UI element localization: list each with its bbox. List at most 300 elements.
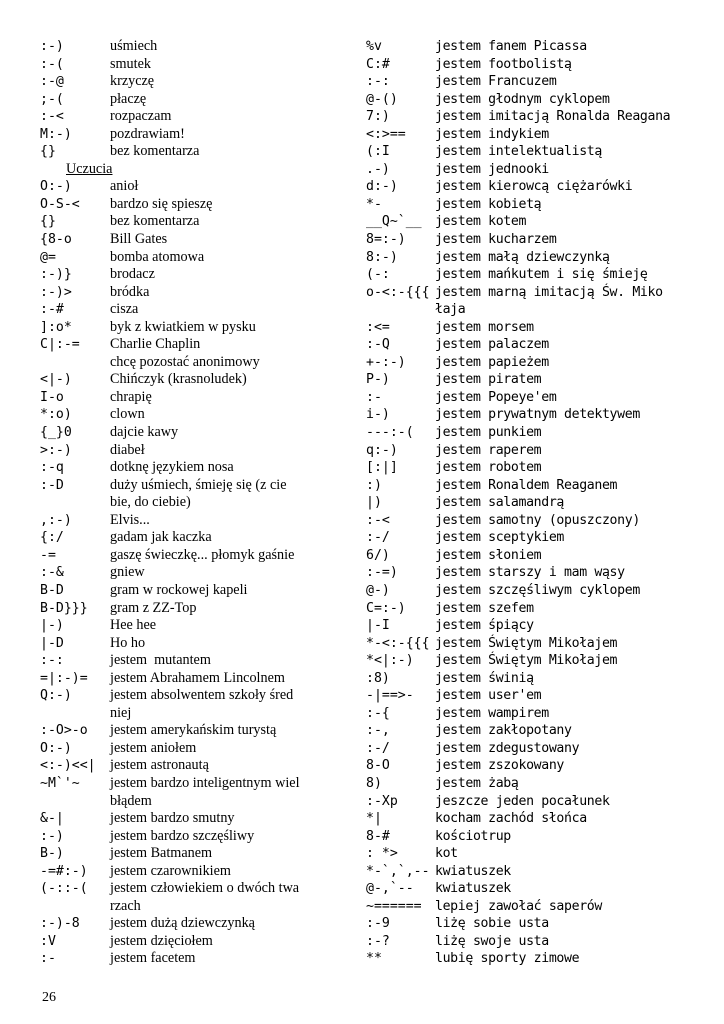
emoticon-meaning: jestem Francuzem bbox=[435, 74, 557, 90]
emoticon-meaning: jestem szczęśliwym cyklopem bbox=[435, 582, 640, 598]
emoticon-code: :- bbox=[366, 389, 382, 405]
emoticon-entry bbox=[40, 143, 360, 161]
emoticon-entry bbox=[366, 91, 696, 109]
emoticon-meaning: Ho ho bbox=[110, 634, 146, 651]
emoticon-meaning: jestem dużą dziewczynką bbox=[110, 915, 255, 932]
emoticon-code: O-S-< bbox=[40, 196, 80, 212]
emoticon-entry bbox=[366, 722, 696, 740]
emoticon-code: :-: bbox=[40, 653, 64, 669]
emoticon-entry bbox=[40, 547, 360, 565]
emoticon-code: @-) bbox=[366, 582, 390, 598]
emoticon-meaning: kwiatuszek bbox=[435, 881, 511, 897]
emoticon-entry bbox=[40, 389, 360, 407]
emoticon-entry bbox=[366, 740, 696, 758]
emoticon-code: M:-) bbox=[40, 126, 72, 142]
emoticon-entry bbox=[40, 828, 360, 846]
emoticon-entry bbox=[40, 582, 360, 600]
emoticon-entry bbox=[366, 371, 696, 389]
emoticon-meaning: duży uśmiech, śmieję się (z cie bbox=[110, 476, 287, 493]
emoticon-entry bbox=[366, 915, 696, 933]
emoticon-entry bbox=[40, 635, 360, 653]
emoticon-code: :-) bbox=[40, 828, 64, 844]
emoticon-meaning: jestem papieżem bbox=[435, 354, 549, 370]
emoticon-entry bbox=[40, 442, 360, 460]
emoticon-meaning: jestem świnią bbox=[435, 670, 534, 686]
emoticon-meaning: gaszę świeczkę... płomyk gaśnie bbox=[110, 546, 295, 563]
emoticon-code: :-)} bbox=[40, 267, 72, 283]
emoticon-meaning: liżę swoje usta bbox=[435, 933, 549, 949]
emoticon-entry bbox=[40, 196, 360, 214]
emoticon-code: B-D}}} bbox=[40, 600, 88, 616]
emoticon-entry bbox=[40, 670, 360, 688]
emoticon-entry bbox=[366, 196, 696, 214]
emoticon-meaning: jestem Popeye'em bbox=[435, 389, 557, 405]
emoticon-meaning: jestem prywatnym detektywem bbox=[435, 407, 640, 423]
emoticon-entry bbox=[40, 178, 360, 196]
emoticon-entry bbox=[40, 284, 360, 302]
emoticon-entry bbox=[366, 424, 696, 442]
emoticon-meaning: niej bbox=[110, 704, 132, 721]
emoticon-code: :- bbox=[40, 951, 56, 967]
emoticon-meaning: jestem indykiem bbox=[435, 126, 549, 142]
emoticon-code bbox=[40, 793, 110, 811]
emoticon-code: (-: bbox=[366, 267, 390, 283]
emoticon-code bbox=[40, 705, 110, 723]
emoticon-entry bbox=[40, 863, 360, 881]
emoticon-code: *| bbox=[366, 811, 382, 827]
emoticon-entry bbox=[366, 249, 696, 267]
emoticon-meaning: jestem imitacją Ronalda Reagana bbox=[435, 109, 671, 125]
emoticon-code: &-| bbox=[40, 811, 64, 827]
emoticon-entry bbox=[40, 406, 360, 424]
emoticon-meaning: uśmiech bbox=[110, 38, 158, 54]
emoticon-meaning: brodacz bbox=[110, 266, 155, 283]
emoticon-meaning: jeszcze jeden pocałunek bbox=[435, 793, 610, 809]
emoticon-code: 8-# bbox=[366, 828, 390, 844]
emoticon-entry bbox=[366, 354, 696, 372]
emoticon-code: O:-) bbox=[40, 179, 72, 195]
emoticon-meaning: jestem Batmanem bbox=[110, 845, 213, 862]
emoticon-code: d:-) bbox=[366, 179, 398, 195]
emoticon-entry bbox=[366, 582, 696, 600]
emoticon-meaning: dajcie kawy bbox=[110, 424, 179, 441]
emoticon-entry bbox=[40, 793, 360, 811]
emoticon-code: :-? bbox=[366, 933, 390, 949]
emoticon-meaning: łaja bbox=[435, 302, 466, 318]
emoticon-code: 7:) bbox=[366, 109, 390, 125]
emoticon-meaning: smutek bbox=[110, 55, 151, 72]
emoticon-meaning: liżę sobie usta bbox=[435, 916, 549, 932]
emoticon-entry bbox=[366, 459, 696, 477]
emoticon-entry bbox=[366, 828, 696, 846]
emoticon-meaning: jestem starszy i mam wąsy bbox=[435, 565, 625, 581]
emoticon-meaning: Charlie Chaplin bbox=[110, 336, 201, 353]
emoticon-meaning: kościotrup bbox=[435, 828, 511, 844]
emoticon-code: :-/ bbox=[366, 530, 390, 546]
emoticon-code: ;-( bbox=[40, 91, 64, 107]
emoticon-code: :-< bbox=[40, 109, 64, 125]
emoticon-code: O:-) bbox=[40, 740, 72, 756]
emoticon-code: <|-) bbox=[40, 372, 72, 388]
emoticon-code: :-Xp bbox=[366, 793, 398, 809]
emoticon-entry bbox=[40, 91, 360, 109]
emoticon-meaning: jestem śpiący bbox=[435, 618, 534, 634]
emoticon-code: (:I bbox=[366, 144, 390, 160]
emoticon-code: %v bbox=[366, 39, 382, 54]
emoticon-meaning: jestem salamandrą bbox=[435, 495, 565, 511]
emoticon-meaning: jestem Świętym Mikołajem bbox=[435, 653, 618, 669]
emoticon-entry bbox=[366, 389, 696, 407]
emoticon-entry bbox=[366, 126, 696, 144]
emoticon-meaning: jestem amerykańskim turystą bbox=[110, 722, 277, 739]
emoticon-code: :-@ bbox=[40, 74, 64, 90]
emoticon-entry bbox=[366, 161, 696, 179]
emoticon-code bbox=[40, 354, 110, 372]
emoticon-meaning: jestem samotny (opuszczony) bbox=[435, 512, 640, 528]
emoticon-meaning: jestem człowiekiem o dwóch twa bbox=[110, 880, 300, 897]
emoticon-entry bbox=[366, 319, 696, 337]
section-heading bbox=[40, 161, 360, 179]
emoticon-meaning: bardzo się spieszę bbox=[110, 195, 213, 212]
emoticon-code: :-: bbox=[366, 74, 390, 90]
emoticon-meaning: bomba atomowa bbox=[110, 248, 205, 265]
emoticon-entry bbox=[366, 143, 696, 161]
emoticon-code: ~====== bbox=[366, 898, 422, 914]
emoticon-code: -|==>- bbox=[366, 688, 414, 704]
emoticon-code: :-)> bbox=[40, 284, 72, 300]
emoticon-code: @-() bbox=[366, 91, 398, 107]
emoticon-entry bbox=[40, 512, 360, 530]
emoticon-meaning: chrapię bbox=[110, 388, 152, 405]
emoticon-code: :-{ bbox=[366, 705, 390, 721]
emoticon-code: C|:-= bbox=[40, 337, 80, 353]
emoticon-meaning: błądem bbox=[110, 792, 152, 809]
emoticon-code: *<|:-) bbox=[366, 653, 414, 669]
emoticon-entry bbox=[366, 442, 696, 460]
emoticon-entry bbox=[366, 38, 696, 56]
emoticon-meaning: jestem marną imitacją Św. Miko bbox=[435, 284, 663, 300]
emoticon-meaning: jestem Ronaldem Reaganem bbox=[435, 477, 618, 493]
emoticon-entry bbox=[366, 56, 696, 74]
emoticon-entry bbox=[40, 126, 360, 144]
emoticon-entry bbox=[40, 845, 360, 863]
emoticon-meaning: Chińczyk (krasnoludek) bbox=[110, 371, 247, 388]
emoticon-code: :-=) bbox=[366, 565, 398, 581]
emoticon-meaning: jestem dzięciołem bbox=[110, 932, 213, 949]
emoticon-entry bbox=[40, 898, 360, 916]
emoticon-entry bbox=[40, 494, 360, 512]
emoticon-entry bbox=[366, 512, 696, 530]
emoticon-meaning: dotknę językiem nosa bbox=[110, 459, 234, 476]
emoticon-meaning: jestem zakłopotany bbox=[435, 723, 572, 739]
emoticon-code: *- bbox=[366, 196, 382, 212]
emoticon-code: >:-) bbox=[40, 442, 72, 458]
emoticon-meaning: rzach bbox=[110, 897, 141, 914]
emoticon-meaning: jestem punkiem bbox=[435, 425, 542, 441]
emoticon-meaning: jestem absolwentem szkoły śred bbox=[110, 687, 294, 704]
emoticon-meaning: jestem fanem Picassa bbox=[435, 39, 587, 54]
emoticon-code: *:o) bbox=[40, 407, 72, 423]
emoticon-entry bbox=[40, 687, 360, 705]
emoticon-code: P-) bbox=[366, 372, 390, 388]
emoticon-meaning: jestem robotem bbox=[435, 460, 542, 476]
emoticon-meaning: jestem zdegustowany bbox=[435, 740, 580, 756]
emoticon-code: (-::-( bbox=[40, 881, 88, 897]
emoticon-code: {} bbox=[40, 214, 56, 230]
emoticon-meaning: Hee hee bbox=[110, 617, 157, 634]
emoticon-entry bbox=[366, 757, 696, 775]
emoticon-entry bbox=[40, 38, 360, 56]
emoticon-code: __Q~`__ bbox=[366, 214, 422, 230]
emoticon-meaning: jestem małą dziewczynką bbox=[435, 249, 610, 265]
emoticon-meaning: jestem mutantem bbox=[110, 652, 211, 669]
emoticon-entry bbox=[40, 705, 360, 723]
emoticon-code: [:|] bbox=[366, 460, 398, 476]
emoticon-code: :V bbox=[40, 933, 56, 949]
emoticon-meaning: rozpaczam bbox=[110, 108, 172, 125]
emoticon-code: {8-o bbox=[40, 232, 72, 248]
emoticon-meaning: jestem czarownikiem bbox=[110, 862, 231, 879]
emoticon-code: I-o bbox=[40, 389, 64, 405]
emoticon-entry bbox=[366, 231, 696, 249]
emoticon-code: {} bbox=[40, 144, 56, 160]
emoticon-entry bbox=[366, 477, 696, 495]
emoticon-meaning: jestem słoniem bbox=[435, 547, 542, 563]
emoticon-entry bbox=[40, 652, 360, 670]
emoticon-entry bbox=[40, 266, 360, 284]
section-heading-label: Uczucia bbox=[66, 160, 113, 177]
emoticon-code: *-<:-{{{ bbox=[366, 635, 430, 651]
emoticon-entry bbox=[366, 670, 696, 688]
emoticon-code: :-, bbox=[366, 723, 390, 739]
emoticon-code: @= bbox=[40, 249, 56, 265]
emoticon-entry bbox=[40, 73, 360, 91]
emoticon-code: .-) bbox=[366, 161, 390, 177]
emoticon-entry bbox=[40, 319, 360, 337]
emoticon-code: 8:-) bbox=[366, 249, 398, 265]
emoticon-meaning: kot bbox=[435, 846, 458, 862]
emoticon-entry bbox=[366, 494, 696, 512]
emoticon-meaning: jestem jednooki bbox=[435, 161, 549, 177]
emoticon-meaning: kwiatuszek bbox=[435, 863, 511, 879]
emoticon-code: :<= bbox=[366, 319, 390, 335]
emoticon-meaning: jestem morsem bbox=[435, 319, 534, 335]
emoticon-entry bbox=[366, 178, 696, 196]
emoticon-code: <:-)<<| bbox=[40, 758, 96, 774]
emoticon-entry bbox=[366, 863, 696, 881]
emoticon-entry bbox=[40, 722, 360, 740]
emoticon-entry bbox=[366, 705, 696, 723]
emoticon-meaning: Elvis... bbox=[110, 511, 150, 528]
emoticon-meaning: jestem kotem bbox=[435, 214, 527, 230]
emoticon-code: C:# bbox=[366, 56, 390, 72]
emoticon-meaning: jestem mańkutem i się śmieję bbox=[435, 267, 648, 283]
emoticon-meaning: chcę pozostać anonimowy bbox=[110, 353, 260, 370]
emoticon-entry bbox=[40, 459, 360, 477]
emoticon-entry bbox=[40, 933, 360, 951]
emoticon-meaning: bródka bbox=[110, 283, 150, 300]
emoticon-entry bbox=[366, 810, 696, 828]
emoticon-meaning: jestem kucharzem bbox=[435, 232, 557, 248]
emoticon-code: 8-O bbox=[366, 758, 390, 774]
emoticon-meaning: jestem astronautą bbox=[110, 757, 209, 774]
emoticon-code: ** bbox=[366, 951, 382, 967]
emoticon-entry bbox=[366, 600, 696, 618]
emoticon-entry bbox=[366, 933, 696, 951]
emoticon-code: q:-) bbox=[366, 442, 398, 458]
emoticon-meaning: jestem facetem bbox=[110, 950, 196, 967]
emoticon-code: :8) bbox=[366, 670, 390, 686]
emoticon-entry bbox=[366, 775, 696, 793]
emoticon-code: :-)-8 bbox=[40, 916, 80, 932]
emoticon-entry bbox=[366, 213, 696, 231]
emoticon-entry bbox=[366, 564, 696, 582]
emoticon-meaning: jestem Abrahamem Lincolnem bbox=[110, 669, 285, 686]
emoticon-entry bbox=[40, 424, 360, 442]
emoticon-meaning: gniew bbox=[110, 564, 145, 581]
emoticon-code: : *> bbox=[366, 846, 398, 862]
emoticon-code: <:>== bbox=[366, 126, 406, 142]
emoticon-entry bbox=[40, 354, 360, 372]
emoticon-code: i-) bbox=[366, 407, 390, 423]
emoticon-code: 8=:-) bbox=[366, 232, 406, 248]
emoticon-meaning: lepiej zawołać saperów bbox=[435, 898, 602, 914]
emoticon-entry bbox=[366, 793, 696, 811]
emoticon-meaning: cisza bbox=[110, 301, 139, 318]
emoticon-meaning: jestem kobietą bbox=[435, 196, 542, 212]
emoticon-entry bbox=[366, 266, 696, 284]
emoticon-code: -= bbox=[40, 547, 56, 563]
emoticon-entry bbox=[40, 231, 360, 249]
emoticon-entry bbox=[40, 775, 360, 793]
emoticon-meaning: jestem bardzo smutny bbox=[110, 810, 235, 827]
emoticon-code: :-< bbox=[366, 512, 390, 528]
emoticon-meaning: krzyczę bbox=[110, 73, 155, 90]
emoticon-entry bbox=[366, 73, 696, 91]
emoticon-meaning: jestem zszokowany bbox=[435, 758, 565, 774]
emoticon-meaning: jestem szefem bbox=[435, 600, 534, 616]
right-column bbox=[366, 38, 696, 968]
emoticon-code: |-) bbox=[40, 618, 64, 634]
emoticon-entry bbox=[366, 652, 696, 670]
left-column bbox=[40, 38, 360, 968]
emoticon-code: Q:-) bbox=[40, 688, 72, 704]
emoticon-entry bbox=[366, 547, 696, 565]
emoticon-code: B-D bbox=[40, 582, 64, 598]
emoticon-meaning: jestem bardzo szczęśliwy bbox=[110, 827, 255, 844]
emoticon-meaning: jestem Świętym Mikołajem bbox=[435, 635, 618, 651]
emoticon-meaning: diabeł bbox=[110, 441, 145, 458]
emoticon-code: |-D bbox=[40, 635, 64, 651]
emoticon-code bbox=[40, 898, 110, 916]
emoticon-meaning: jestem raperem bbox=[435, 442, 542, 458]
emoticon-meaning: bez komentarza bbox=[110, 143, 200, 160]
emoticon-meaning: jestem bardzo inteligentnym wiel bbox=[110, 774, 300, 791]
emoticon-entry bbox=[40, 529, 360, 547]
emoticon-meaning: byk z kwiatkiem w pysku bbox=[110, 318, 256, 335]
emoticon-meaning: clown bbox=[110, 406, 145, 423]
emoticon-entry bbox=[40, 757, 360, 775]
emoticon-entry bbox=[40, 740, 360, 758]
page-number: 26 bbox=[42, 990, 56, 1005]
emoticon-entry bbox=[40, 915, 360, 933]
emoticon-entry bbox=[366, 301, 696, 319]
emoticon-code bbox=[40, 494, 110, 512]
emoticon-meaning: jestem kierowcą ciężarówki bbox=[435, 179, 633, 195]
emoticon-meaning: jestem aniołem bbox=[110, 739, 197, 756]
emoticon-code: :-# bbox=[40, 302, 64, 318]
emoticon-entry bbox=[366, 635, 696, 653]
emoticon-entry bbox=[40, 880, 360, 898]
emoticon-meaning: bie, do ciebie) bbox=[110, 494, 191, 511]
emoticon-entry bbox=[40, 477, 360, 495]
emoticon-code: *-`,`,-- bbox=[366, 863, 430, 879]
emoticon-entry bbox=[366, 108, 696, 126]
emoticon-code: C=:-) bbox=[366, 600, 406, 616]
emoticon-code: ,:-) bbox=[40, 512, 72, 528]
emoticon-code: :-) bbox=[40, 39, 64, 54]
emoticon-meaning: jestem footbolistą bbox=[435, 56, 572, 72]
emoticon-meaning: anioł bbox=[110, 178, 139, 195]
emoticon-entry bbox=[366, 617, 696, 635]
emoticon-entry bbox=[40, 810, 360, 828]
emoticon-entry bbox=[40, 108, 360, 126]
emoticon-code: {_}0 bbox=[40, 425, 72, 441]
emoticon-meaning: lubię sporty zimowe bbox=[435, 951, 580, 967]
emoticon-code: ]:o* bbox=[40, 319, 72, 335]
emoticon-meaning: kocham zachód słońca bbox=[435, 811, 587, 827]
emoticon-code: :-D bbox=[40, 477, 64, 493]
emoticon-meaning: jestem intelektualistą bbox=[435, 144, 602, 160]
emoticon-code: B-) bbox=[40, 846, 64, 862]
emoticon-meaning: jestem wampirem bbox=[435, 705, 549, 721]
emoticon-entry bbox=[40, 600, 360, 618]
emoticon-entry bbox=[40, 336, 360, 354]
emoticon-entry bbox=[40, 617, 360, 635]
emoticon-entry bbox=[40, 301, 360, 319]
emoticon-entry bbox=[366, 336, 696, 354]
emoticon-code: |-I bbox=[366, 618, 390, 634]
emoticon-meaning: jestem user'em bbox=[435, 688, 542, 704]
emoticon-meaning: gadam jak kaczka bbox=[110, 529, 212, 546]
emoticon-meaning: gram w rockowej kapeli bbox=[110, 581, 248, 598]
emoticon-entry bbox=[40, 564, 360, 582]
emoticon-meaning: płaczę bbox=[110, 90, 147, 107]
emoticon-entry bbox=[366, 898, 696, 916]
emoticon-entry bbox=[40, 213, 360, 231]
emoticon-code: o-<:-{{{ bbox=[366, 284, 430, 300]
emoticon-code: :-9 bbox=[366, 916, 390, 932]
emoticon-entry bbox=[366, 880, 696, 898]
emoticon-meaning: Bill Gates bbox=[110, 231, 168, 248]
emoticon-code: :) bbox=[366, 477, 382, 493]
emoticon-entry bbox=[366, 950, 696, 968]
emoticon-code: ~M`'~ bbox=[40, 775, 80, 791]
emoticon-code: :-q bbox=[40, 460, 64, 476]
emoticon-entry bbox=[40, 950, 360, 968]
emoticon-code: :-( bbox=[40, 56, 64, 72]
emoticon-entry bbox=[366, 687, 696, 705]
emoticon-code: =|:-)= bbox=[40, 670, 88, 686]
emoticon-entry bbox=[366, 284, 696, 302]
emoticon-code: ---:-( bbox=[366, 425, 414, 441]
emoticon-code: |) bbox=[366, 495, 382, 511]
emoticon-meaning: jestem żabą bbox=[435, 775, 519, 791]
emoticon-meaning: pozdrawiam! bbox=[110, 125, 185, 142]
emoticon-entry bbox=[40, 56, 360, 74]
emoticon-code: :-O>-o bbox=[40, 723, 88, 739]
emoticon-code: 6/) bbox=[366, 547, 390, 563]
